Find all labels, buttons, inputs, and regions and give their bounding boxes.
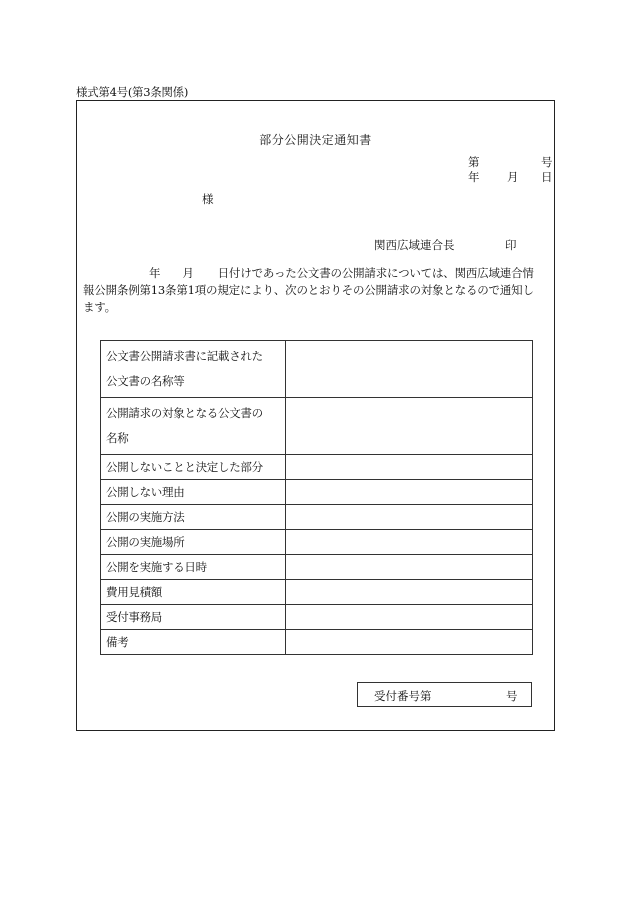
row-value-field[interactable] [286,580,533,605]
row-label: 公開の実施場所 [101,530,286,555]
date-year: 年 [468,170,480,184]
receipt-suffix: 号 [506,689,518,703]
table-row [101,530,533,555]
document-title: 部分公開決定通知書 [259,133,372,147]
row-label: 公文書公開請求書に記載された 公文書の名称等 [101,341,286,398]
row-label: 公開請求の対象となる公文書の 名称 [101,398,286,455]
row-label: 公開しない理由 [101,480,286,505]
row-value-field[interactable] [286,530,533,555]
addressee-suffix: 様 [202,192,214,206]
issuer-seal: 印 [505,238,517,252]
table-row [101,580,533,605]
table-row [101,505,533,530]
row-label: 備考 [101,630,286,655]
table-row [101,398,533,455]
body-year: 年 [149,266,161,280]
receipt-number-box [357,682,532,707]
row-label: 公開を実施する日時 [101,555,286,580]
body-line-1: 日付けであった公文書の公開請求については、関西広域連合情 [217,266,534,280]
table-row [101,630,533,655]
row-value-field[interactable] [286,480,533,505]
table-row [101,480,533,505]
row-value-field[interactable] [286,455,533,480]
body-line-3: ます。 [83,300,116,314]
notice-body [83,265,551,316]
number-suffix: 号 [541,155,553,169]
receipt-label: 受付番号第 [374,689,432,703]
table-row [101,555,533,580]
table-row [101,455,533,480]
issuer-name: 関西広域連合長 [374,238,455,252]
row-value-field[interactable] [286,398,533,455]
row-value-field[interactable] [286,605,533,630]
table-row [101,341,533,398]
row-label: 費用見積額 [101,580,286,605]
body-month: 月 [182,266,194,280]
disclosure-details-table [100,340,533,655]
row-label: 公開しないことと決定した部分 [101,455,286,480]
row-label: 公開の実施方法 [101,505,286,530]
row-value-field[interactable] [286,630,533,655]
table-row [101,605,533,630]
date-day: 日 [541,170,553,184]
row-value-field[interactable] [286,505,533,530]
date-month: 月 [507,170,519,184]
row-value-field[interactable] [286,341,533,398]
form-number-label: 様式第4号(第3条関係) [76,85,189,99]
number-prefix: 第 [468,155,480,169]
row-value-field[interactable] [286,555,533,580]
row-label: 受付事務局 [101,605,286,630]
document-frame [76,100,555,731]
body-line-2: 報公開条例第13条第1項の規定により、次のとおりその公開請求の対象となるので通知し [83,283,534,297]
